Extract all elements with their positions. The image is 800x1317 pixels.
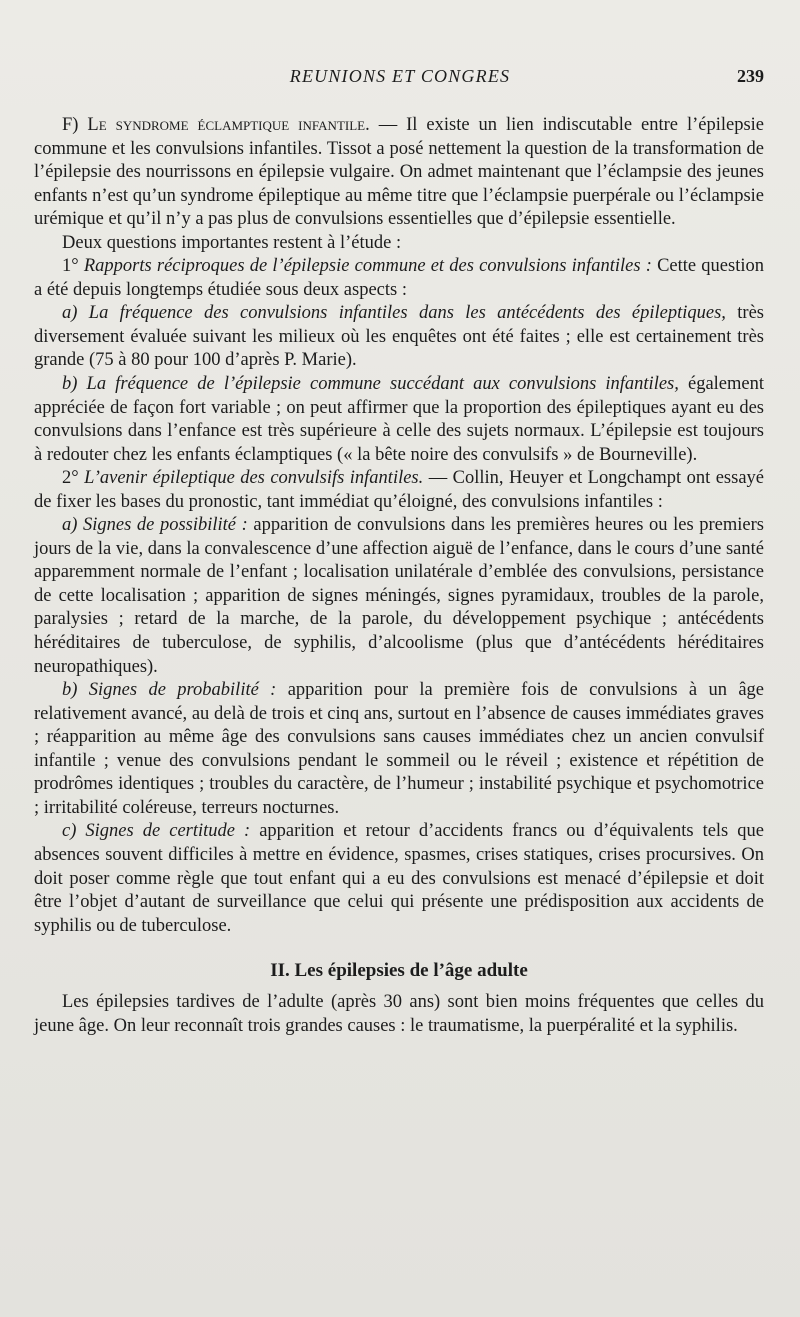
body-text: [34, 114, 764, 1038]
item-title: b) Signes de probabilité :: [62, 680, 277, 701]
item-title: a) Signes de possibilité :: [62, 515, 248, 536]
paragraph-f: [34, 114, 764, 232]
paragraph-q1: [34, 255, 764, 302]
paragraph-q2c: [34, 820, 764, 938]
paragraph-text: Cette question a été depuis longtemps étudiée sous deux aspects :: [34, 256, 764, 300]
paragraph-adult: Les épilepsies tardives de l’adulte (après 30 ans) sont bien moins fréquentes que celles du jeune âge. On leur reconnaît trois grandes causes : le traumatisme, la puerpéralité et la syphilis.: [34, 992, 764, 1036]
item-title: a) La fréquence des convulsions infantiles dans les antécédents des épileptiques,: [62, 303, 726, 324]
paragraph-questions: Deux questions importantes restent à l’étude :: [62, 232, 402, 253]
paragraph-text: — Il existe un lien indiscutable entre l’épilepsie commune et les convulsions infantiles. Tissot a posé nettement la question de la transformation de l’épilepsie des nourrissons en épilepsie vulgaire. On admet maintenant que l’éclampsie des jeunes enfants n’est qu’un syndrome épileptique au même titre que l’éclampsie puerpérale ou l’éclampsie urémique et qu’il n’y a pas plus de convulsions essentielles que d’épilepsie essentielle.: [34, 115, 764, 230]
item-number: 2°: [62, 468, 85, 489]
paragraph-text: apparition et retour d’accidents francs ou d’équivalents tels que absences souvent difficiles à mettre en évidence, spasmes, crises statiques, crises procursives. On doit poser comme règle que tout enfant qui a eu des convulsions est menacé d’épilepsie et doit être l’objet d’autant de surveillance que celui qui présente une prédisposition aux accidents de syphilis ou de tuberculose.: [34, 821, 764, 936]
subsection-title: Le syndrome éclamptique infantile.: [87, 115, 370, 135]
running-title: REUNIONS ET CONGRES: [289, 66, 511, 86]
page-header: [36, 66, 764, 94]
paragraph-text: très diversement évaluée suivant les milieux où les enquêtes ont été faites ; elle est certainement très grande (75 à 80 pour 100 d’après P. Marie).: [34, 303, 764, 371]
paragraph-text: apparition de convulsions dans les premières heures ou les premiers jours de la vie, dans la convalescence d’une affection aiguë de l’enfance, dans le cours d’une santé apparemment normale de l’enfant ; localisation unilatérale d’emblée des convulsions, persistance de cette localisation ; apparition de signes méningés, signes pyramidaux, troubles de la parole, paralysies ; retard de la marche, de la parole, du développement psychique ; antécédents héréditaires de tuberculose, de syphilis, d’alcoolisme (plus que d’antécédents héréditaires neuropathiques).: [34, 515, 764, 677]
section-heading: II. Les épilepsies de l’âge adulte: [270, 960, 528, 982]
item-title: b) La fréquence de l’épilepsie commune succédant aux convulsions infantiles,: [62, 374, 679, 395]
item-title: L’avenir épileptique des convulsifs infantiles.: [84, 468, 424, 489]
section-letter: F): [62, 115, 88, 135]
paragraph-q1b: [34, 373, 764, 467]
paragraph-text: — Collin, Heuyer et Longchampt ont essayé de fixer les bases du pronostic, tant immédiat qu’éloigné, des convulsions infantiles :: [34, 468, 765, 512]
paragraph-q2b: [34, 679, 764, 820]
item-title: Rapports réciproques de l’épilepsie commune et des convulsions infantiles :: [83, 256, 652, 277]
page-number: 239: [737, 66, 764, 86]
paragraph-q2: [34, 467, 764, 514]
paragraph-q1a: [34, 302, 764, 373]
paragraph-q2a: [34, 514, 764, 679]
item-number: 1°: [62, 256, 84, 277]
paragraph-text: également appréciée de façon fort variable ; on peut affirmer que la proportion des épileptiques ayant eu des convulsions dans l’enfance est très supérieure à celle des sujets normaux. L’épilepsie est toujours à redouter chez les enfants éclamptiques (« la bête noire des convulsifs » de Bourneville).: [34, 374, 765, 465]
item-title: c) Signes de certitude :: [62, 821, 251, 842]
paragraph-text: apparition pour la première fois de convulsions à un âge relativement avancé, au delà de trois et cinq ans, surtout en l’absence de causes immédiates graves ; réapparition au même âge des convulsions sans causes immédiates chez un ancien convulsif infantile ; venue des convulsions pendant le sommeil ou le réveil ; existence et répétition de prodrômes identiques ; troubles du caractère, de l’humeur ; instabilité psychique et psychomotrice ; irritabilité coléreuse, terreurs nocturnes.: [34, 680, 764, 818]
